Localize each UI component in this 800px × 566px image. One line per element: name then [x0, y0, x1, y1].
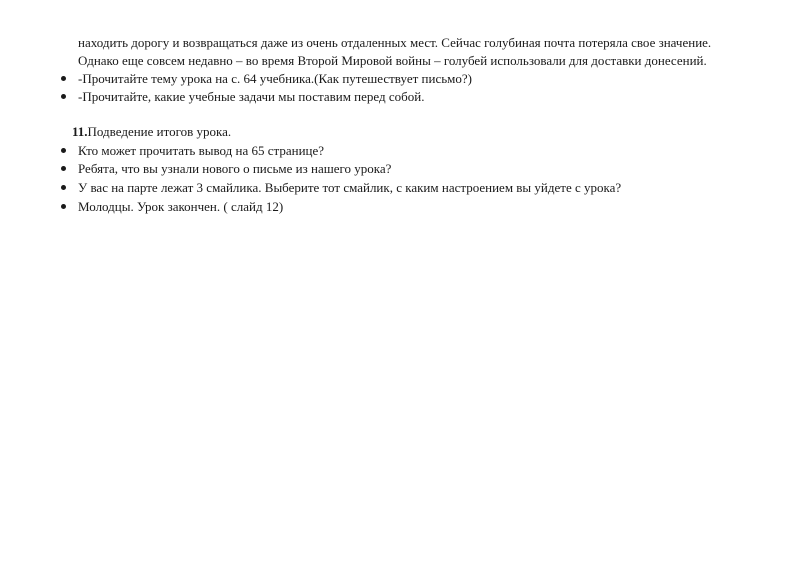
- bullet-icon: [61, 148, 66, 153]
- intro-line-2: Однако еще совсем недавно – во время Второй Мировой войны – голубей использовали для доставки донесений.: [78, 53, 707, 68]
- list-item-text: Ребята, что вы узнали нового о письме из нашего урока?: [78, 161, 392, 176]
- bullet-icon: [61, 166, 66, 171]
- list-item-text: -Прочитайте, какие учебные задачи мы поставим перед собой.: [78, 89, 425, 104]
- intro-line-1: находить дорогу и возвращаться даже из очень отдаленных мест. Сейчас голубиная почта потеряла свое значение.: [78, 35, 712, 50]
- list-item-text: Кто может прочитать вывод на 65 странице?: [78, 143, 325, 158]
- bullet-icon: [61, 76, 66, 81]
- bullet-icon: [61, 185, 66, 190]
- list-item-text: -Прочитайте тему урока на с. 64 учебника.(Как путешествует письмо?): [78, 71, 472, 86]
- bullet-icon: [61, 94, 66, 99]
- section-heading: [72, 124, 231, 140]
- list-item-text: Молодцы. Урок закончен. ( слайд 12): [78, 199, 284, 214]
- section-title: Подведение итогов урока.: [87, 124, 232, 139]
- list-item-text: У вас на парте лежат 3 смайлика. Выберите тот смайлик, с каким настроением вы уйдете с урока?: [78, 180, 622, 195]
- section-number: 11.: [72, 124, 88, 139]
- bullet-icon: [61, 204, 66, 209]
